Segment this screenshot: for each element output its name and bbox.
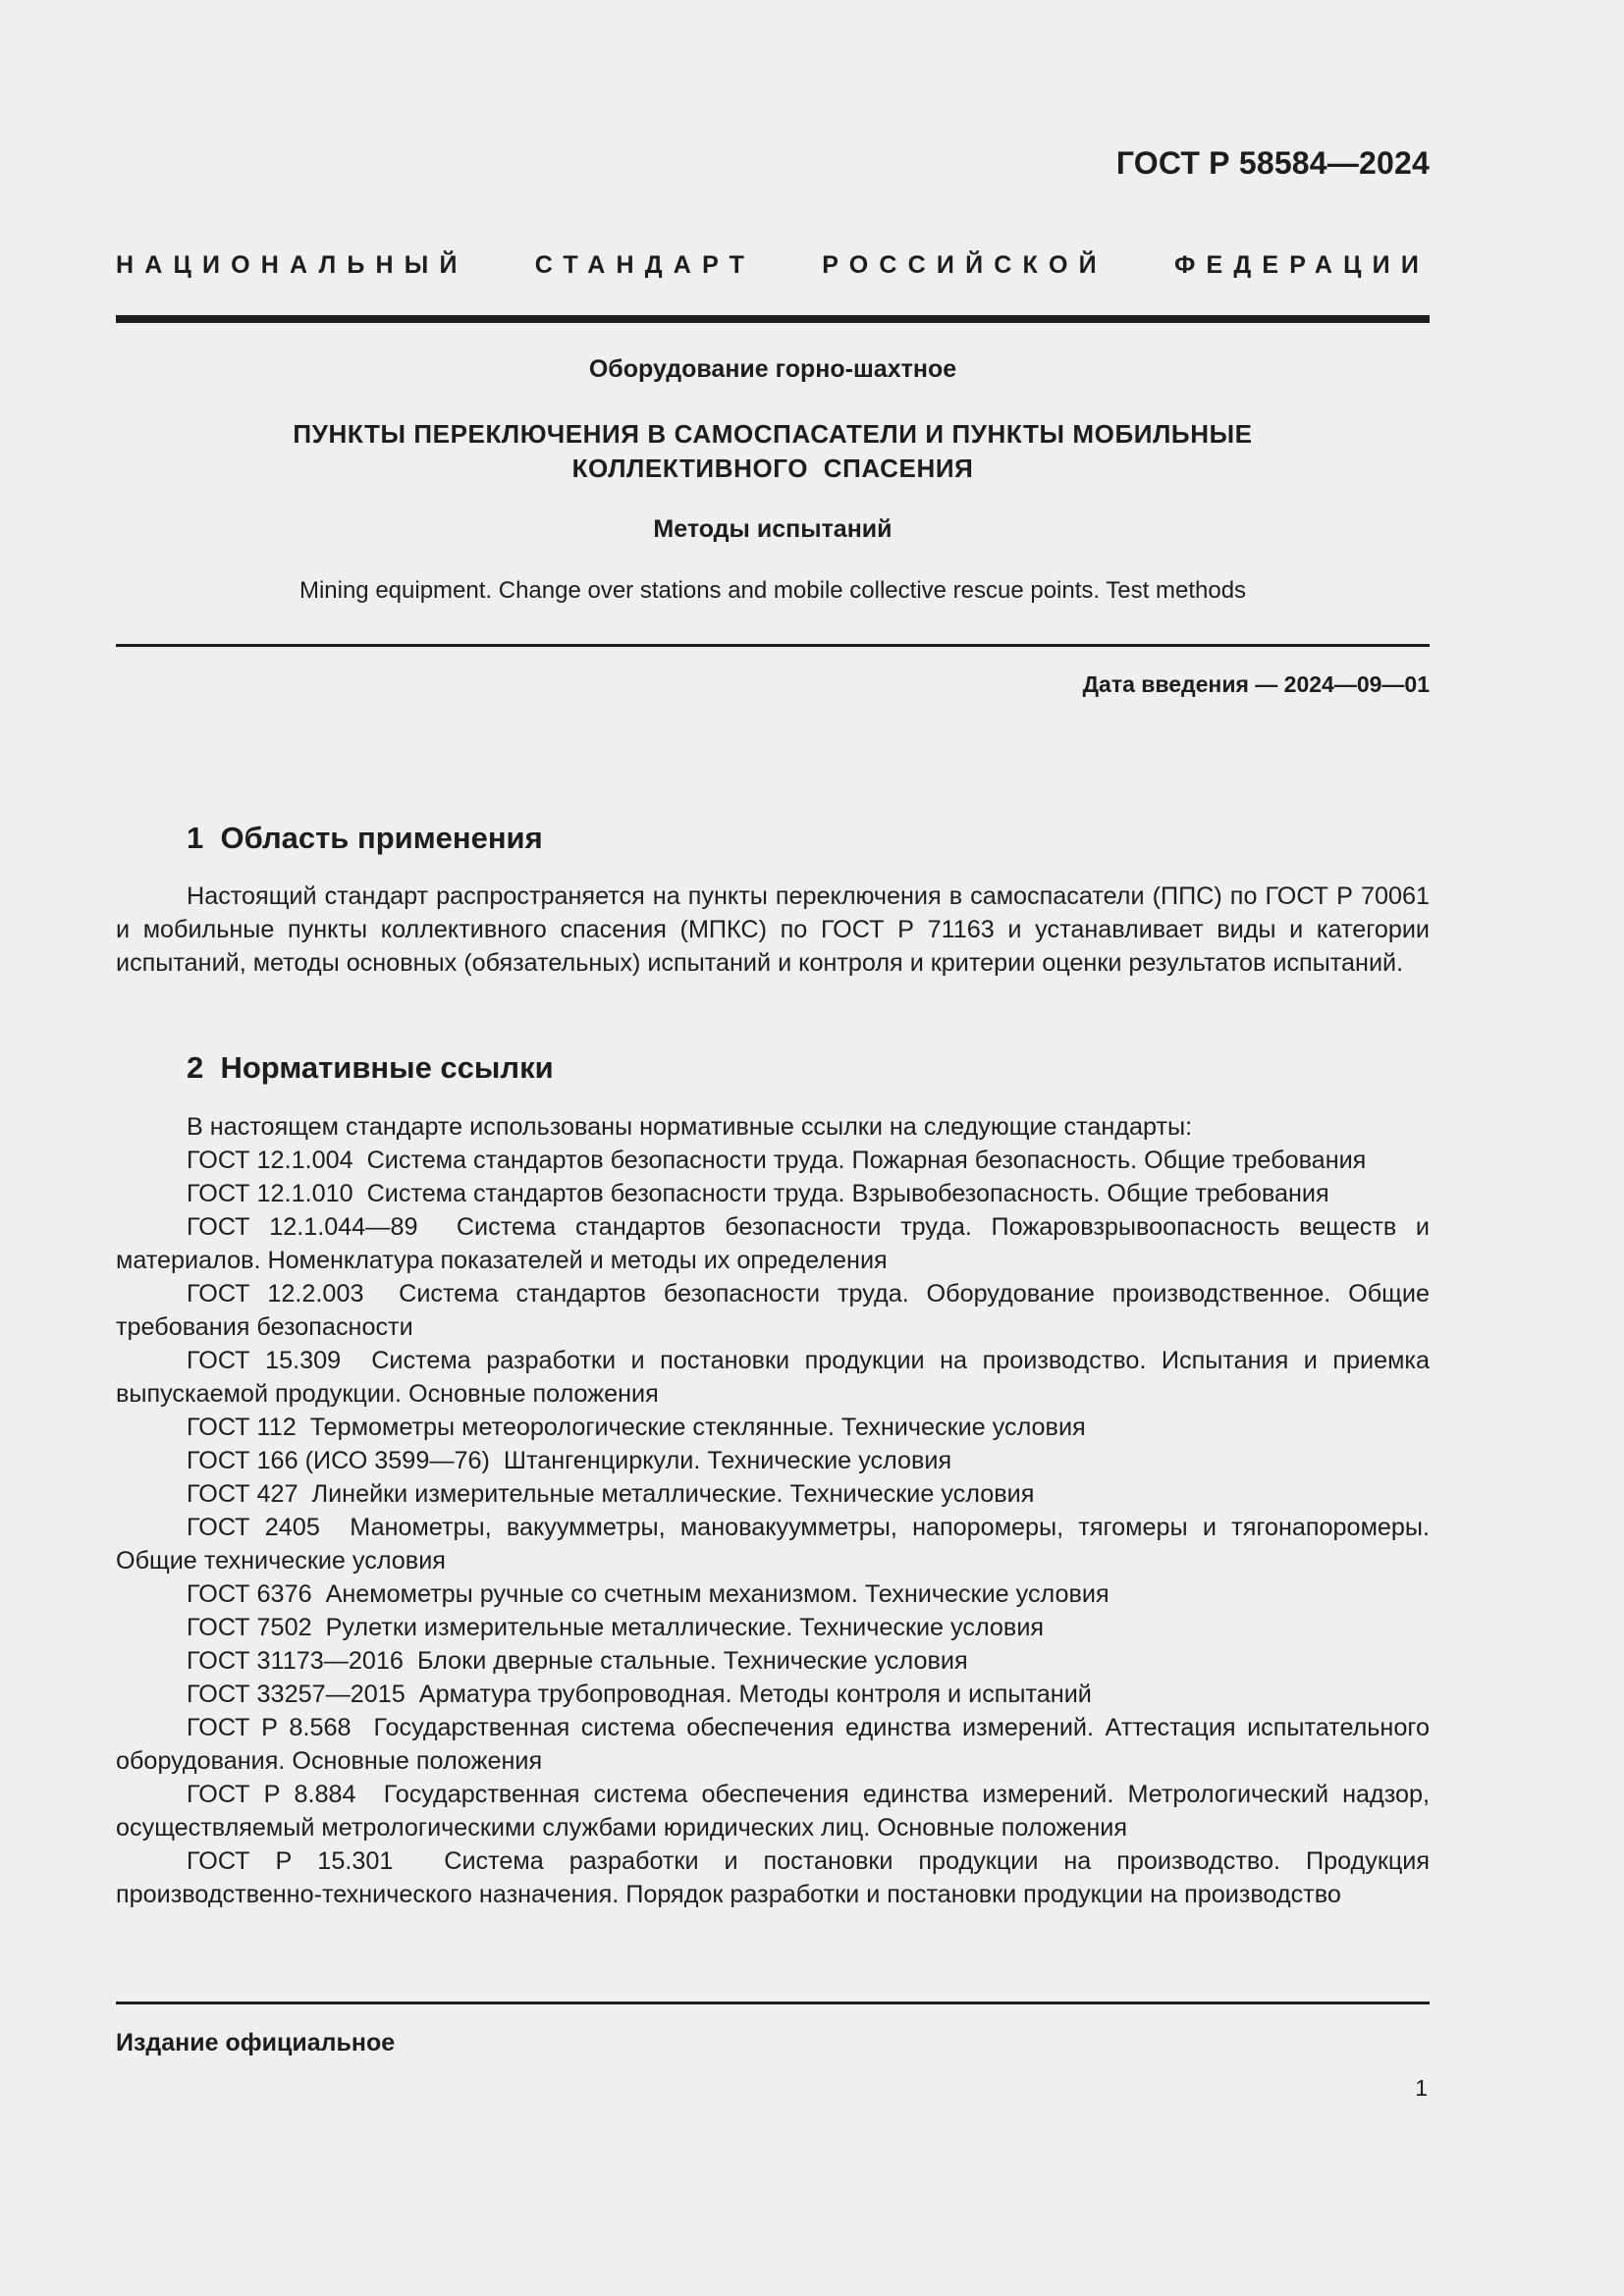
- section-heading-scope: 1 Область применения: [187, 821, 543, 855]
- reference-item: ГОСТ 427 Линейки измерительные металлические. Технические условия: [187, 1480, 1035, 1508]
- reference-item: ГОСТ 33257—2015 Арматура трубопроводная. Методы контроля и испытаний: [187, 1681, 1092, 1708]
- reference-item: ГОСТ 15.309 Система разработки и постановки продукции на производство. Испытания и приемка выпускаемой продукции. Основные положения: [116, 1347, 1436, 1408]
- document-number: ГОСТ Р 58584—2024: [1115, 145, 1430, 181]
- scope-body: [116, 880, 1430, 980]
- header-rule: [116, 315, 1430, 323]
- title-line-1: ПУНКТЫ ПЕРЕКЛЮЧЕНИЯ В САМОСПАСАТЕЛИ И ПУНКТЫ МОБИЛЬНЫЕ: [293, 419, 1253, 449]
- reference-item: ГОСТ 7502 Рулетки измерительные металлические. Технические условия: [187, 1614, 1045, 1641]
- national-standard-banner: НАЦИОНАЛЬНЫЙ СТАНДАРТ РОССИЙСКОЙ ФЕДЕРАЦИИ: [116, 251, 1430, 279]
- reference-item: ГОСТ 6376 Анемометры ручные со счетным механизмом. Технические условия: [187, 1580, 1110, 1608]
- title-divider: [116, 644, 1430, 647]
- introduction-date: Дата введения — 2024—09—01: [1082, 671, 1430, 697]
- section-heading-references: 2 Нормативные ссылки: [187, 1050, 554, 1085]
- footer-divider: [116, 2002, 1430, 2004]
- reference-item: ГОСТ 31173—2016 Блоки дверные стальные. Технические условия: [187, 1647, 968, 1675]
- reference-item: ГОСТ 112 Термометры метеорологические стеклянные. Технические условия: [187, 1414, 1086, 1441]
- reference-item: ГОСТ Р 8.568 Государственная система обеспечения единства измерений. Аттестация испытательного оборудования. Основные положения: [116, 1714, 1436, 1775]
- scope-paragraph: Настоящий стандарт распространяется на пункты переключения в самоспасатели (ППС) по ГОСТ Р 70061 и мобильные пункты коллективного спасения (МПКС) по ГОСТ Р 71163 и устанавливает виды и категории испытаний, методы основных (обязательных) испытаний и контроля и критерии оценки результатов испытаний.: [116, 882, 1430, 977]
- reference-item: ГОСТ 166 (ИСО 3599—76) Штангенциркули. Технические условия: [187, 1447, 952, 1474]
- english-title: Mining equipment. Change over stations and mobile collective rescue points. Test methods: [298, 577, 1247, 604]
- document-subtitle: Методы испытаний: [653, 515, 893, 543]
- document-category: Оборудование горно-шахтное: [588, 355, 957, 383]
- references-intro: В настоящем стандарте использованы нормативные ссылки на следующие стандарты:: [187, 1113, 1193, 1141]
- reference-item: ГОСТ Р 8.884 Государственная система обеспечения единства измерений. Метрологический надзор, осуществляемый метрологическими службами юридических лиц. Основные положения: [116, 1781, 1436, 1842]
- document-page: [116, 0, 1436, 2296]
- reference-item: ГОСТ 12.1.044—89 Система стандартов безопасности труда. Пожаровзрывоопасность веществ и материалов. Номенклатура показателей и методы их определения: [116, 1213, 1436, 1274]
- reference-item: ГОСТ 12.2.003 Система стандартов безопасности труда. Оборудование производственное. Общие требования безопасности: [116, 1280, 1436, 1341]
- reference-item: ГОСТ 2405 Манометры, вакуумметры, мановакуумметры, напоромеры, тягомеры и тягонапоромеры. Общие технические условия: [116, 1514, 1436, 1575]
- edition-label: Издание официальное: [116, 2029, 396, 2056]
- title-line-2: КОЛЛЕКТИВНОГО СПАСЕНИЯ: [571, 454, 974, 483]
- references-body: [116, 1110, 1436, 1911]
- reference-item: ГОСТ Р 15.301 Система разработки и постановки продукции на производство. Продукция производственно-технического назначения. Порядок разработки и постановки продукции на производство: [116, 1847, 1436, 1908]
- reference-item: ГОСТ 12.1.004 Система стандартов безопасности труда. Пожарная безопасность. Общие требования: [187, 1147, 1367, 1174]
- page-number: 1: [1415, 2075, 1428, 2101]
- document-title: [116, 417, 1430, 486]
- reference-item: ГОСТ 12.1.010 Система стандартов безопасности труда. Взрывобезопасность. Общие требования: [187, 1180, 1329, 1207]
